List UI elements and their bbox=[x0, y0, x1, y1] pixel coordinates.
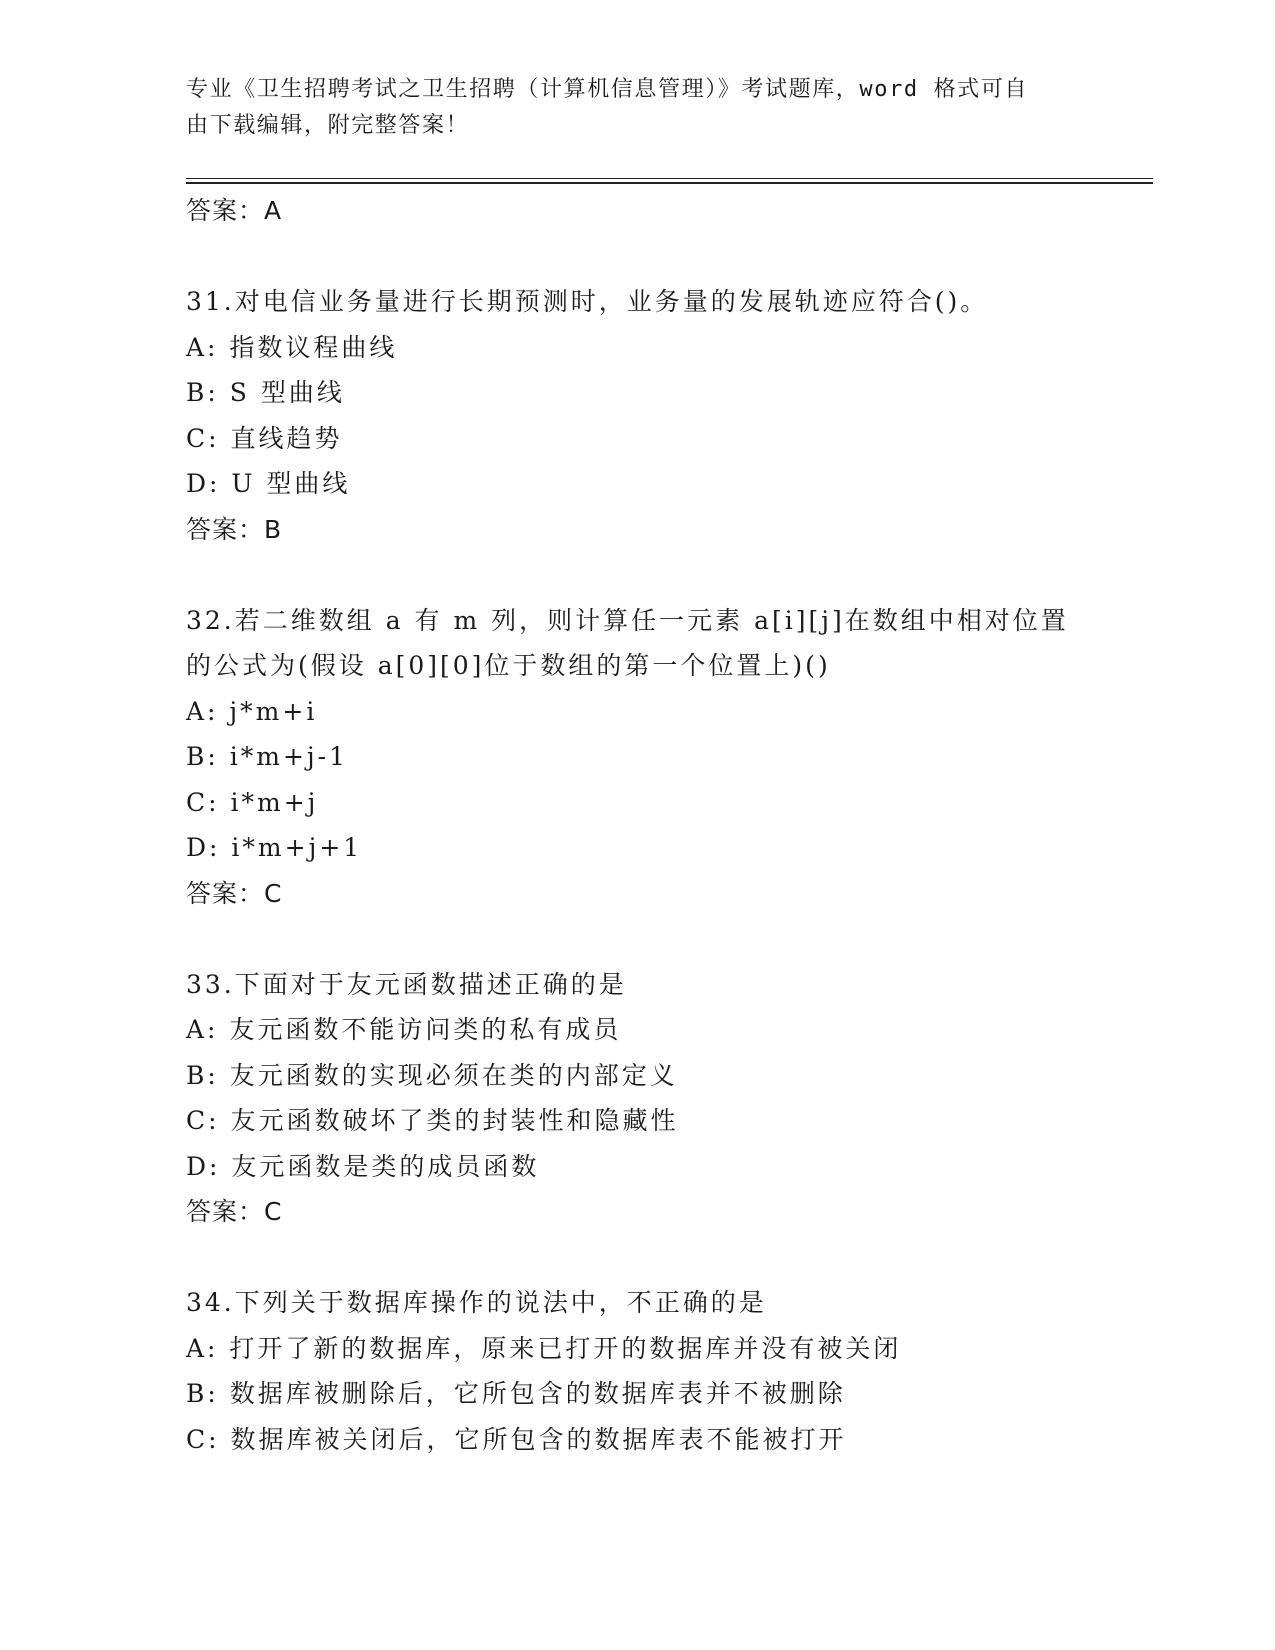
question-31 bbox=[186, 279, 1086, 552]
header-line-1: 专业《卫生招聘考试之卫生招聘（计算机信息管理）》考试题库，word 格式可自 bbox=[186, 77, 1029, 102]
question-34 bbox=[186, 1280, 1086, 1462]
header-divider-thick bbox=[186, 182, 1153, 184]
option-a: A: 友元函数不能访问类的私有成员 bbox=[186, 1015, 622, 1044]
answer: 答案：B bbox=[186, 514, 283, 544]
option-c: C: 数据库被关闭后，它所包含的数据库表不能被打开 bbox=[186, 1424, 847, 1454]
answer-30: 答案：A bbox=[186, 196, 283, 225]
header-divider-thin bbox=[186, 178, 1153, 179]
option-a: A: 打开了新的数据库，原来已打开的数据库并没有被关闭 bbox=[186, 1333, 902, 1363]
option-b: B: S 型曲线 bbox=[186, 378, 345, 407]
option-c: C: 直线趋势 bbox=[186, 423, 343, 453]
spacer bbox=[186, 916, 1086, 962]
option-b: B: 友元函数的实现必须在类的内部定义 bbox=[186, 1060, 678, 1090]
option-c: C: 友元函数破坏了类的封装性和隐藏性 bbox=[186, 1106, 679, 1135]
spacer bbox=[186, 234, 1086, 280]
spacer bbox=[186, 1235, 1086, 1281]
question-stem: 34.下列关于数据库操作的说法中，不正确的是 bbox=[186, 1288, 767, 1317]
question-list bbox=[186, 188, 1086, 1462]
option-d: D: 友元函数是类的成员函数 bbox=[186, 1151, 540, 1181]
option-b: B: i*m+j-1 bbox=[186, 742, 348, 771]
answer: 答案：C bbox=[186, 878, 283, 908]
option-c: C: i*m+j bbox=[186, 787, 319, 817]
question-stem-line-1: 32.若二维数组 a 有 m 列，则计算任一元素 a[i][j]在数组中相对位置 bbox=[186, 605, 1069, 635]
question-33 bbox=[186, 962, 1086, 1235]
option-d: D: i*m+j+1 bbox=[186, 833, 363, 862]
option-b: B: 数据库被删除后，它所包含的数据库表并不被删除 bbox=[186, 1379, 846, 1408]
answer: 答案：C bbox=[186, 1197, 283, 1226]
option-d: D: U 型曲线 bbox=[186, 469, 351, 498]
question-stem: 33.下面对于友元函数描述正确的是 bbox=[186, 969, 627, 999]
header-line-2: 由下载编辑，附完整答案！ bbox=[186, 113, 470, 138]
option-a: A: 指数议程曲线 bbox=[186, 332, 398, 362]
document-header bbox=[186, 72, 1086, 144]
question-stem: 31.对电信业务量进行长期预测时，业务量的发展轨迹应符合()。 bbox=[186, 287, 989, 316]
spacer bbox=[186, 552, 1086, 598]
question-32 bbox=[186, 598, 1086, 917]
option-a: A: j*m+i bbox=[186, 696, 318, 726]
question-stem-line-2: 的公式为(假设 a[0][0]位于数组的第一个位置上)() bbox=[186, 651, 831, 680]
